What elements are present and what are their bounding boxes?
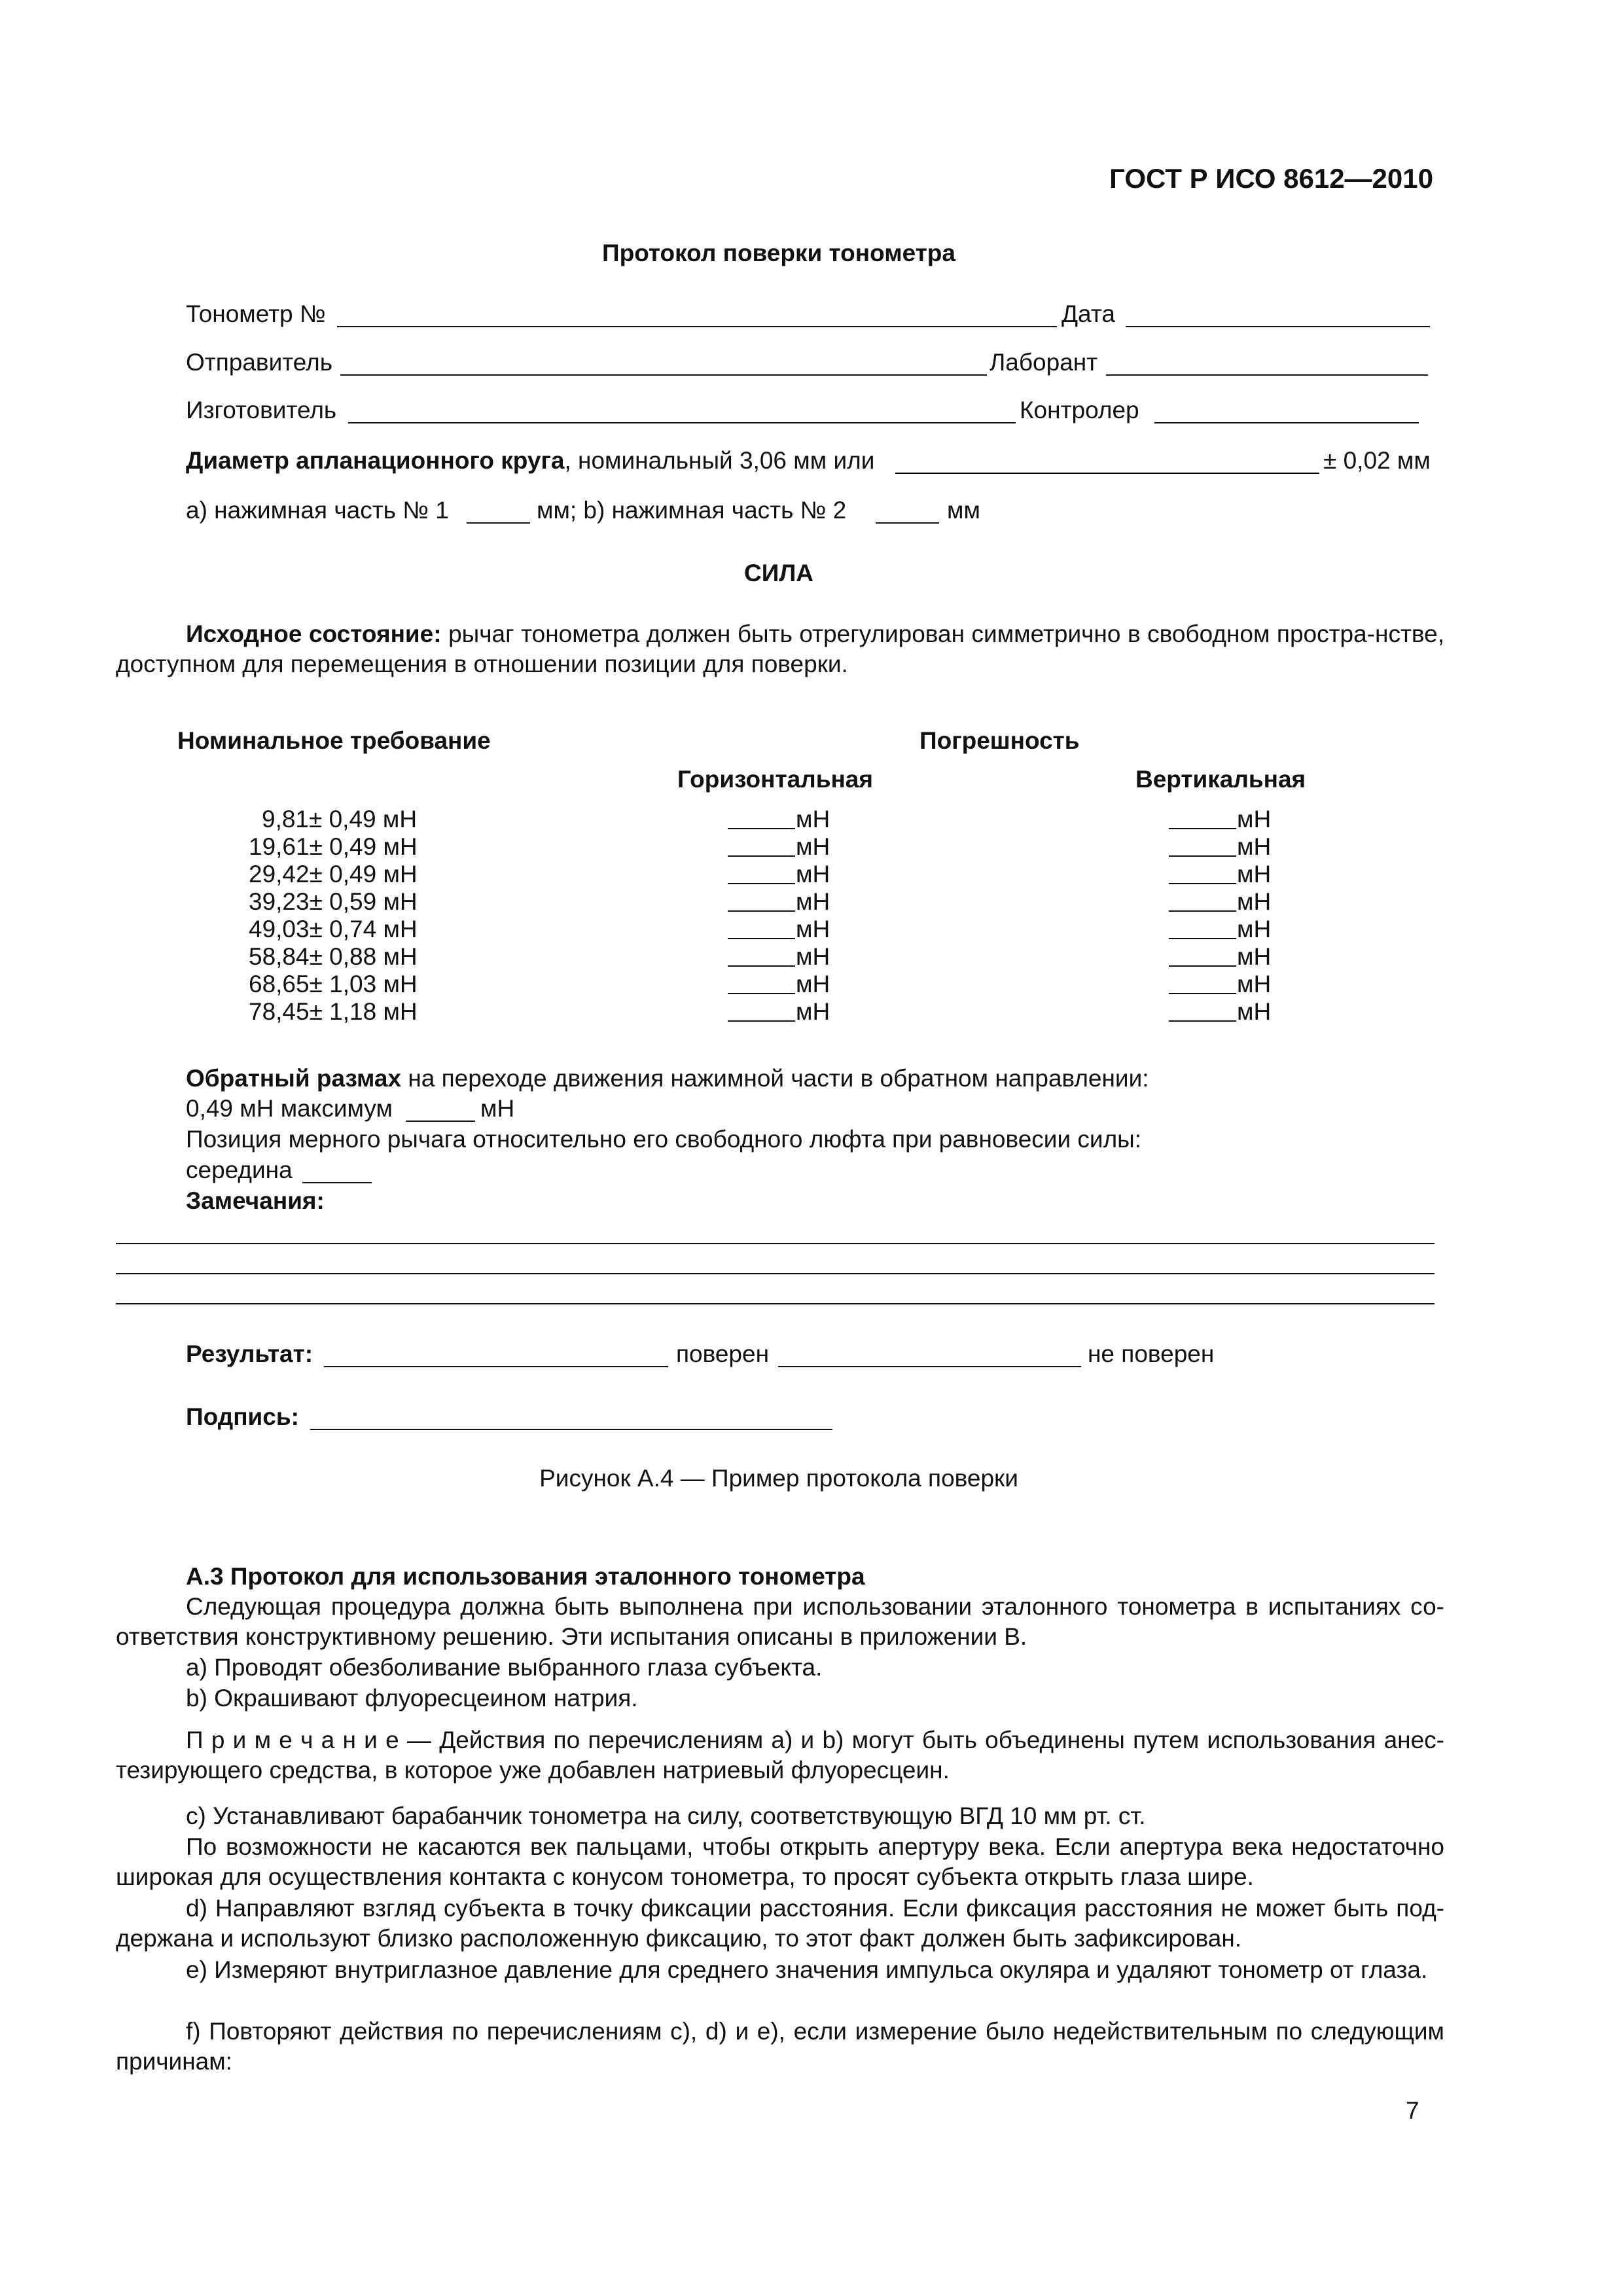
nominal-value: 68,65± 1,03 мН <box>249 971 418 997</box>
tonometer-label: Тонометр № <box>186 300 326 327</box>
list-item-e: е) Измеряют внутриглазное давление для среднего значения импульса окуляра и удаляют тонометр от глаза. <box>186 1956 1428 1983</box>
horizontal-field[interactable] <box>728 938 795 939</box>
diameter-label-bold: Диаметр апланационного круга <box>186 447 565 474</box>
middle-label: середина <box>186 1157 293 1183</box>
remarks-line[interactable] <box>116 1243 1435 1244</box>
backlash-max-unit: мН <box>480 1095 515 1122</box>
diameter-label <box>186 446 874 476</box>
initial-state-bold: Исходное состояние: <box>186 620 442 647</box>
table-row <box>0 804 1558 832</box>
result-field[interactable] <box>324 1366 668 1367</box>
date-field[interactable] <box>1126 326 1430 327</box>
sender-field[interactable] <box>340 374 987 376</box>
controller-label: Контролер <box>1020 397 1139 423</box>
result-label: Результат: <box>186 1340 313 1367</box>
list-item-a: а) Проводят обезболивание выбранного глаза субъекта. <box>186 1654 823 1681</box>
vertical-field[interactable] <box>1169 883 1236 884</box>
middle-field[interactable] <box>302 1182 372 1183</box>
unit-label: мН <box>796 888 830 915</box>
vertical-field[interactable] <box>1169 910 1236 912</box>
section-heading: А.3 Протокол для использования эталонного тонометра <box>186 1563 865 1590</box>
unit-label: мН <box>1237 861 1272 888</box>
diameter-tolerance: ± 0,02 мм <box>1323 447 1431 474</box>
initial-state-paragraph <box>116 619 1444 680</box>
list-item-d: d) Направляют взгляд субъекта в точку фиксации расстояния. Если фиксация расстояния не может быть под-держана и используют близко расположенную фиксацию, то этот факт должен быть зафиксирован. <box>116 1895 1444 1952</box>
horizontal-field[interactable] <box>728 910 795 912</box>
unit-label: мН <box>1237 943 1272 970</box>
unit-label: мН <box>796 833 830 860</box>
table-row <box>0 914 1558 942</box>
backlash-max-field[interactable] <box>406 1121 475 1122</box>
manufacturer-field[interactable] <box>348 422 1016 423</box>
unit-label: мН <box>1237 806 1272 833</box>
list-item-b: b) Окрашивают флуоресцеином натрия. <box>186 1685 638 1712</box>
remarks-line[interactable] <box>116 1273 1435 1274</box>
table-row <box>0 942 1558 969</box>
date-label: Дата <box>1061 300 1115 327</box>
lever-position-text: Позиция мерного рычага относительно его свободного люфта при равновесии силы: <box>186 1126 1142 1153</box>
unit-label: мН <box>796 916 830 942</box>
col-error-header: Погрешность <box>919 727 1080 754</box>
unit-label: мН <box>796 861 830 888</box>
table-row <box>0 969 1558 997</box>
page-number: 7 <box>1406 2097 1419 2124</box>
lab-label: Лаборант <box>990 349 1098 376</box>
tonometer-field[interactable] <box>337 326 1057 327</box>
nominal-value: 9,81± 0,49 мН <box>262 806 418 833</box>
controller-field[interactable] <box>1154 422 1419 423</box>
nominal-value: 19,61± 0,49 мН <box>249 833 418 860</box>
signature-field[interactable] <box>310 1429 832 1430</box>
unit-label: мН <box>1237 833 1272 860</box>
unit-label: мН <box>1237 971 1272 997</box>
sender-label: Отправитель <box>186 349 332 376</box>
unit-label: мН <box>1237 998 1272 1025</box>
table-row <box>0 887 1558 914</box>
part-a-field[interactable] <box>467 522 530 524</box>
vertical-field[interactable] <box>1169 828 1236 829</box>
unit-label: мН <box>1237 888 1272 915</box>
backlash-text: на переходе движения нажимной части в обратном направлении: <box>401 1065 1149 1092</box>
list-item-f: f) Повторяют действия по перечислениям с), d) и е), если измерение было недействительным по следующим причинам: <box>116 2018 1444 2075</box>
table-row <box>0 832 1558 859</box>
backlash-bold: Обратный размах <box>186 1065 402 1092</box>
unit-label: мН <box>796 971 830 997</box>
horizontal-field[interactable] <box>728 855 795 857</box>
diameter-field[interactable] <box>895 473 1319 474</box>
nominal-value: 78,45± 1,18 мН <box>249 998 418 1025</box>
nominal-value: 49,03± 0,74 мН <box>249 916 418 942</box>
col-nominal-header: Номинальное требование <box>177 727 491 754</box>
backlash-max-label: 0,49 мН максимум <box>186 1095 393 1122</box>
verified-label: поверен <box>676 1340 770 1367</box>
paragraph-c2: По возможности не касаются век пальцами, чтобы открыть апертуру века. Если апертура века недостаточно широкая для осуществления контакта с конусом тонометра, то просят субъекта открыть глаза шире. <box>116 1833 1444 1891</box>
part-b-field[interactable] <box>876 522 939 524</box>
initial-state-text: рычаг тонометра должен быть отрегулирован симметрично в свободном простра-нстве, доступном для перемещения в отношении позиции для поверки. <box>116 620 1445 678</box>
part-b-unit: мм <box>947 497 980 524</box>
part-a-unit: мм; b) нажимная часть № 2 <box>537 497 847 524</box>
table-row <box>0 859 1558 887</box>
horizontal-field[interactable] <box>728 993 795 994</box>
vertical-field[interactable] <box>1169 855 1236 857</box>
verified-field[interactable] <box>778 1366 1081 1367</box>
note-label: П р и м е ч а н и е <box>186 1727 399 1753</box>
figure-caption: Рисунок А.4 — Пример протокола поверки <box>539 1465 1018 1492</box>
col-horizontal-header: Горизонтальная <box>677 766 873 793</box>
vertical-field[interactable] <box>1169 1020 1236 1022</box>
signature-label: Подпись: <box>186 1403 299 1430</box>
nominal-value: 58,84± 0,88 мН <box>249 943 418 970</box>
unit-label: мН <box>796 998 830 1025</box>
nominal-value: 39,23± 0,59 мН <box>249 888 418 915</box>
table-row <box>0 997 1558 1024</box>
horizontal-field[interactable] <box>728 965 795 967</box>
not-verified-label: не поверен <box>1088 1340 1215 1367</box>
protocol-title: Протокол поверки тонометра <box>602 240 955 266</box>
document-number: ГОСТ Р ИСО 8612—2010 <box>1109 163 1433 194</box>
unit-label: мН <box>1237 916 1272 942</box>
section-paragraph: Следующая процедура должна быть выполнена при использовании эталонного тонометра в испытаниях со-ответствия конструктивному решению. Эти испытания описаны в приложении В. <box>116 1593 1444 1651</box>
backlash-line <box>186 1064 1149 1094</box>
note-text: — Действия по перечислениям а) и b) могут быть объединены путем использования анес-тезирующего средства, в которое уже добавлен натриевый флуоресцеин. <box>116 1727 1445 1784</box>
remarks-line[interactable] <box>116 1303 1435 1304</box>
vertical-field[interactable] <box>1169 965 1236 967</box>
remarks-label: Замечания: <box>186 1187 325 1214</box>
list-item-c: с) Устанавливают барабанчик тонометра на силу, соответствующую ВГД 10 мм рт. ст. <box>186 1803 1146 1829</box>
lab-field[interactable] <box>1106 374 1428 376</box>
nominal-value: 29,42± 0,49 мН <box>249 861 418 888</box>
manufacturer-label: Изготовитель <box>186 397 337 423</box>
diameter-label-rest: , номинальный 3,06 мм или <box>564 447 875 474</box>
horizontal-field[interactable] <box>728 883 795 884</box>
horizontal-field[interactable] <box>728 828 795 829</box>
vertical-field[interactable] <box>1169 993 1236 994</box>
col-vertical-header: Вертикальная <box>1135 766 1306 793</box>
horizontal-field[interactable] <box>728 1020 795 1022</box>
unit-label: мН <box>796 806 830 833</box>
note-paragraph <box>116 1725 1444 1786</box>
force-heading: СИЛА <box>744 560 813 586</box>
part-a-label: а) нажимная часть № 1 <box>186 497 449 524</box>
vertical-field[interactable] <box>1169 938 1236 939</box>
unit-label: мН <box>796 943 830 970</box>
